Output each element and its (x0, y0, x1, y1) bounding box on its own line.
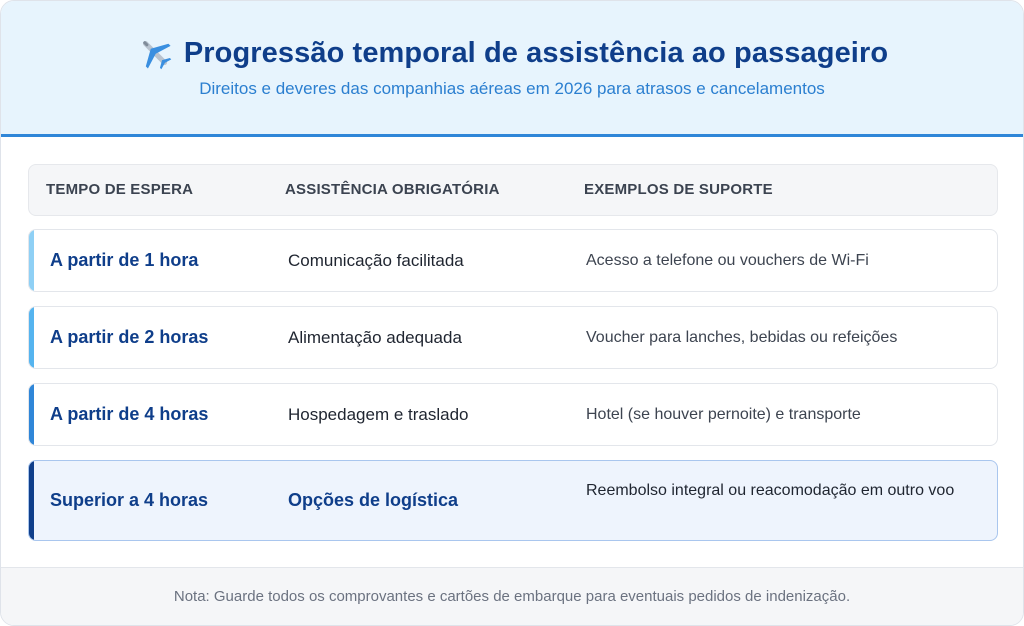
page-subtitle: Direitos e deveres das companhias aéreas em 2026 para atrasos e cancelamentos (199, 79, 825, 98)
assistance-type: Opções de logística (288, 490, 459, 510)
page-title: Progressão temporal de assistência ao passageiro (183, 36, 889, 69)
column-header-wait: TEMPO DE ESPERA (46, 181, 194, 198)
support-examples: Hotel (se houver pernoite) e transporte (586, 406, 861, 423)
airplane-icon (136, 34, 174, 72)
assistance-type: Alimentação adequada (288, 328, 462, 347)
wait-time: A partir de 2 horas (50, 327, 209, 347)
table-header (28, 164, 998, 216)
support-examples: Acesso a telefone ou vouchers de Wi-Fi (586, 252, 869, 269)
row-accent (29, 307, 34, 368)
row-accent (29, 230, 34, 291)
wait-time: A partir de 4 horas (50, 404, 209, 424)
row-accent (29, 384, 34, 445)
wait-time: A partir de 1 hora (50, 250, 199, 270)
support-examples: Reembolso integral ou reacomodação em outro voo (586, 482, 955, 499)
table-row (28, 306, 998, 369)
column-header-assistance: ASSISTÊNCIA OBRIGATÓRIA (285, 181, 500, 198)
table-row (28, 229, 998, 292)
table-row (28, 460, 998, 541)
assistance-type: Hospedagem e traslado (288, 405, 469, 424)
column-header-examples: EXEMPLOS DE SUPORTE (584, 181, 773, 198)
header (1, 1, 1023, 137)
table-row (28, 383, 998, 446)
wait-time: Superior a 4 horas (50, 490, 209, 510)
assistance-type: Comunicação facilitada (288, 251, 464, 270)
footer (1, 567, 1023, 626)
row-accent (29, 461, 34, 540)
title-row (1, 31, 1023, 75)
footer-note: Nota: Guarde todos os comprovantes e cartões de embarque para eventuais pedidos de indenização. (173, 588, 851, 605)
support-examples: Voucher para lanches, bebidas ou refeições (586, 329, 898, 346)
